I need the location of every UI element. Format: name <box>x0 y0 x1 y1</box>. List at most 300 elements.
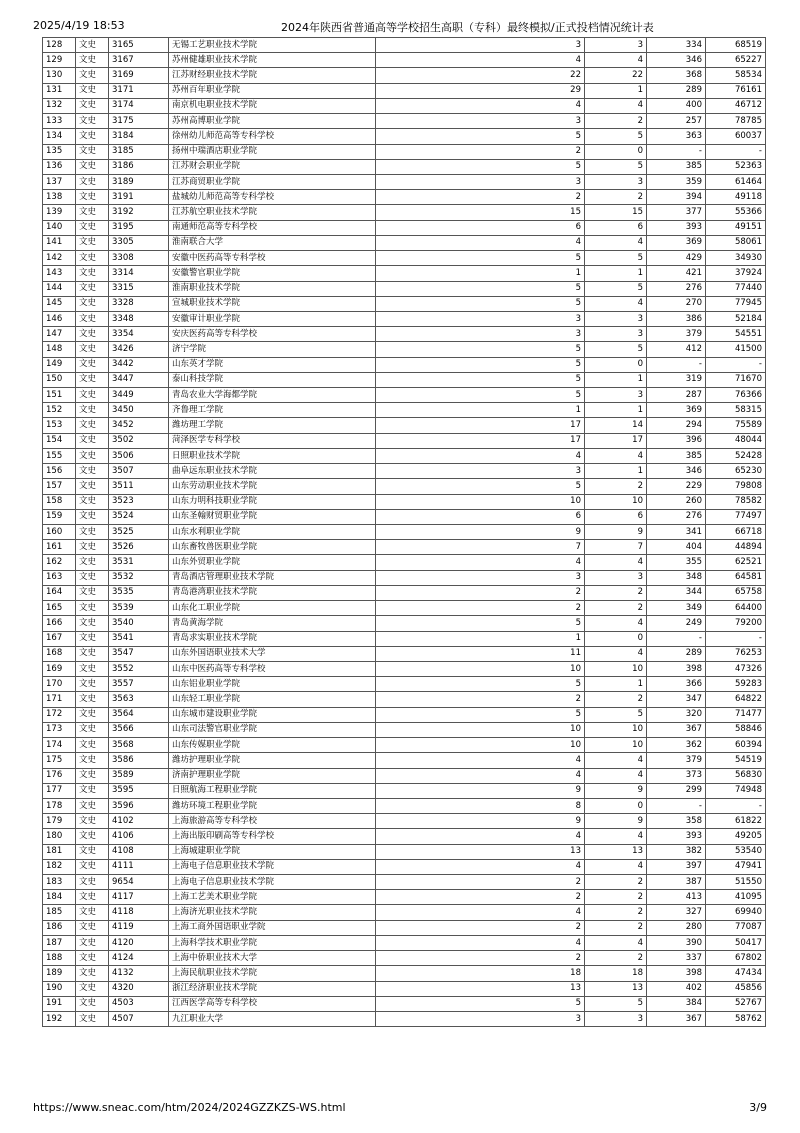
cell-min-score: 270 <box>647 296 706 311</box>
table-row <box>43 631 766 646</box>
cell-school-code: 3175 <box>109 114 169 129</box>
cell-plan: 5 <box>376 159 585 174</box>
cell-school-code: 3523 <box>109 494 169 509</box>
cell-school-name: 徐州幼儿师范高等专科学校 <box>169 129 376 144</box>
cell-school-name: 山东外国语职业技术大学 <box>169 646 376 661</box>
cell-category: 文史 <box>76 403 109 418</box>
cell-min-score: 319 <box>647 372 706 387</box>
cell-min-rank: 71477 <box>706 707 766 722</box>
cell-plan: 3 <box>376 1012 585 1027</box>
cell-index: 172 <box>43 707 76 722</box>
cell-school-code: 3426 <box>109 342 169 357</box>
cell-category: 文史 <box>76 738 109 753</box>
cell-min-rank: - <box>706 144 766 159</box>
cell-min-score: 402 <box>647 981 706 996</box>
table-row <box>43 570 766 585</box>
cell-school-name: 上海民航职业技术学院 <box>169 966 376 981</box>
cell-min-rank: 78785 <box>706 114 766 129</box>
cell-plan: 1 <box>376 631 585 646</box>
cell-plan: 4 <box>376 905 585 920</box>
table-row <box>43 38 766 53</box>
cell-school-code: 9654 <box>109 875 169 890</box>
cell-index: 167 <box>43 631 76 646</box>
cell-plan: 3 <box>376 114 585 129</box>
cell-school-code: 3525 <box>109 525 169 540</box>
cell-min-rank: 61822 <box>706 814 766 829</box>
cell-min-rank: 48044 <box>706 433 766 448</box>
cell-admitted: 5 <box>585 129 647 144</box>
cell-school-code: 4108 <box>109 844 169 859</box>
cell-school-name: 潍坊护理职业学院 <box>169 753 376 768</box>
cell-min-score: 396 <box>647 433 706 448</box>
table-row <box>43 601 766 616</box>
cell-school-name: 淮南职业技术学院 <box>169 281 376 296</box>
cell-index: 131 <box>43 83 76 98</box>
cell-category: 文史 <box>76 448 109 463</box>
cell-category: 文史 <box>76 327 109 342</box>
cell-admitted: 3 <box>585 311 647 326</box>
table-row <box>43 875 766 890</box>
cell-school-name: 扬州中瑞酒店职业学院 <box>169 144 376 159</box>
cell-index: 134 <box>43 129 76 144</box>
cell-admitted: 4 <box>585 859 647 874</box>
cell-admitted: 7 <box>585 540 647 555</box>
cell-index: 184 <box>43 890 76 905</box>
cell-plan: 11 <box>376 646 585 661</box>
cell-category: 文史 <box>76 540 109 555</box>
cell-min-score: 337 <box>647 951 706 966</box>
cell-category: 文史 <box>76 585 109 600</box>
cell-min-rank: 58061 <box>706 235 766 250</box>
cell-school-code: 3447 <box>109 372 169 387</box>
cell-admitted: 2 <box>585 114 647 129</box>
cell-min-rank: 79200 <box>706 616 766 631</box>
cell-school-code: 3532 <box>109 570 169 585</box>
table-row <box>43 53 766 68</box>
cell-admitted: 5 <box>585 342 647 357</box>
table-row <box>43 920 766 935</box>
cell-admitted: 1 <box>585 83 647 98</box>
cell-index: 138 <box>43 190 76 205</box>
cell-admitted: 2 <box>585 905 647 920</box>
cell-category: 文史 <box>76 722 109 737</box>
cell-index: 158 <box>43 494 76 509</box>
cell-school-code: 4503 <box>109 996 169 1011</box>
table-row <box>43 753 766 768</box>
cell-school-code: 3171 <box>109 83 169 98</box>
cell-index: 128 <box>43 38 76 53</box>
cell-plan: 2 <box>376 601 585 616</box>
cell-plan: 15 <box>376 205 585 220</box>
cell-plan: 9 <box>376 814 585 829</box>
table-row <box>43 738 766 753</box>
source-url: https://www.sneac.com/htm/2024/2024GZZKZS-WS.html <box>33 1101 346 1114</box>
cell-plan: 3 <box>376 311 585 326</box>
cell-min-rank: 64581 <box>706 570 766 585</box>
cell-school-code: 3531 <box>109 555 169 570</box>
cell-school-code: 3511 <box>109 479 169 494</box>
cell-plan: 5 <box>376 342 585 357</box>
table-row <box>43 388 766 403</box>
cell-min-score: 373 <box>647 768 706 783</box>
cell-index: 136 <box>43 159 76 174</box>
cell-index: 164 <box>43 585 76 600</box>
cell-school-name: 日照职业技术学院 <box>169 448 376 463</box>
cell-index: 181 <box>43 844 76 859</box>
cell-index: 182 <box>43 859 76 874</box>
cell-category: 文史 <box>76 83 109 98</box>
table-row <box>43 585 766 600</box>
cell-min-rank: 46712 <box>706 98 766 113</box>
cell-index: 179 <box>43 814 76 829</box>
cell-school-code: 4118 <box>109 905 169 920</box>
cell-school-code: 3315 <box>109 281 169 296</box>
cell-school-name: 山东外贸职业学院 <box>169 555 376 570</box>
print-datetime: 2025/4/19 18:53 <box>33 19 125 32</box>
cell-min-rank: - <box>706 357 766 372</box>
cell-school-code: 4320 <box>109 981 169 996</box>
cell-admitted: 4 <box>585 935 647 950</box>
cell-plan: 22 <box>376 68 585 83</box>
cell-school-name: 菏泽医学专科学校 <box>169 433 376 448</box>
cell-school-name: 盐城幼儿师范高等专科学校 <box>169 190 376 205</box>
cell-school-name: 九江职业大学 <box>169 1012 376 1027</box>
cell-index: 169 <box>43 661 76 676</box>
cell-admitted: 0 <box>585 631 647 646</box>
cell-school-name: 潍坊环境工程职业学院 <box>169 798 376 813</box>
cell-min-rank: 49151 <box>706 220 766 235</box>
cell-index: 171 <box>43 692 76 707</box>
cell-category: 文史 <box>76 53 109 68</box>
cell-category: 文史 <box>76 388 109 403</box>
cell-school-code: 3305 <box>109 235 169 250</box>
cell-school-name: 山东水利职业学院 <box>169 525 376 540</box>
cell-admitted: 5 <box>585 251 647 266</box>
cell-school-name: 苏州高博职业学院 <box>169 114 376 129</box>
cell-min-rank: 34930 <box>706 251 766 266</box>
table-row <box>43 174 766 189</box>
cell-admitted: 4 <box>585 53 647 68</box>
cell-school-code: 3186 <box>109 159 169 174</box>
cell-min-score: 400 <box>647 98 706 113</box>
cell-school-name: 宣城职业技术学院 <box>169 296 376 311</box>
cell-school-name: 安徽审计职业学院 <box>169 311 376 326</box>
cell-school-code: 4106 <box>109 829 169 844</box>
table-row <box>43 83 766 98</box>
table-row <box>43 433 766 448</box>
cell-admitted: 4 <box>585 555 647 570</box>
cell-min-score: 280 <box>647 920 706 935</box>
cell-index: 160 <box>43 525 76 540</box>
cell-category: 文史 <box>76 418 109 433</box>
cell-index: 174 <box>43 738 76 753</box>
cell-school-name: 曲阜远东职业技术学院 <box>169 464 376 479</box>
cell-min-score: 366 <box>647 677 706 692</box>
cell-category: 文史 <box>76 174 109 189</box>
cell-min-score: 390 <box>647 935 706 950</box>
cell-plan: 5 <box>376 616 585 631</box>
cell-plan: 5 <box>376 296 585 311</box>
table-row <box>43 281 766 296</box>
table-row <box>43 814 766 829</box>
table-row <box>43 418 766 433</box>
cell-category: 文史 <box>76 296 109 311</box>
cell-category: 文史 <box>76 464 109 479</box>
table-row <box>43 981 766 996</box>
table-row <box>43 494 766 509</box>
cell-admitted: 5 <box>585 281 647 296</box>
cell-school-code: 3540 <box>109 616 169 631</box>
cell-admitted: 10 <box>585 722 647 737</box>
cell-plan: 2 <box>376 875 585 890</box>
cell-min-score: 299 <box>647 783 706 798</box>
cell-category: 文史 <box>76 707 109 722</box>
cell-school-code: 3185 <box>109 144 169 159</box>
cell-school-code: 3507 <box>109 464 169 479</box>
cell-min-rank: 56830 <box>706 768 766 783</box>
cell-school-code: 4132 <box>109 966 169 981</box>
cell-plan: 3 <box>376 38 585 53</box>
cell-index: 178 <box>43 798 76 813</box>
cell-category: 文史 <box>76 935 109 950</box>
cell-plan: 4 <box>376 235 585 250</box>
cell-plan: 6 <box>376 509 585 524</box>
cell-index: 148 <box>43 342 76 357</box>
cell-plan: 10 <box>376 661 585 676</box>
cell-min-rank: - <box>706 798 766 813</box>
cell-category: 文史 <box>76 1012 109 1027</box>
cell-min-rank: 77087 <box>706 920 766 935</box>
cell-admitted: 0 <box>585 798 647 813</box>
cell-school-code: 3535 <box>109 585 169 600</box>
cell-index: 188 <box>43 951 76 966</box>
cell-plan: 2 <box>376 692 585 707</box>
cell-index: 180 <box>43 829 76 844</box>
table-row <box>43 509 766 524</box>
table-row <box>43 935 766 950</box>
cell-school-code: 3568 <box>109 738 169 753</box>
cell-category: 文史 <box>76 996 109 1011</box>
cell-admitted: 4 <box>585 448 647 463</box>
cell-admitted: 2 <box>585 951 647 966</box>
cell-min-rank: 41095 <box>706 890 766 905</box>
table-row <box>43 996 766 1011</box>
cell-school-code: 3328 <box>109 296 169 311</box>
cell-category: 文史 <box>76 433 109 448</box>
cell-min-rank: 64822 <box>706 692 766 707</box>
cell-school-code: 4507 <box>109 1012 169 1027</box>
page-number: 3/9 <box>749 1101 767 1114</box>
table-row <box>43 327 766 342</box>
cell-min-rank: 59283 <box>706 677 766 692</box>
cell-index: 146 <box>43 311 76 326</box>
cell-min-rank: 65758 <box>706 585 766 600</box>
cell-min-score: - <box>647 631 706 646</box>
cell-min-rank: 54519 <box>706 753 766 768</box>
cell-min-score: 358 <box>647 814 706 829</box>
cell-min-score: 384 <box>647 996 706 1011</box>
cell-min-score: 346 <box>647 464 706 479</box>
cell-category: 文史 <box>76 783 109 798</box>
cell-plan: 3 <box>376 464 585 479</box>
cell-plan: 9 <box>376 783 585 798</box>
cell-min-rank: 58315 <box>706 403 766 418</box>
table-row <box>43 251 766 266</box>
cell-school-name: 山东英才学院 <box>169 357 376 372</box>
cell-admitted: 3 <box>585 174 647 189</box>
cell-min-score: 287 <box>647 388 706 403</box>
cell-min-score: 382 <box>647 844 706 859</box>
cell-min-rank: 77440 <box>706 281 766 296</box>
cell-school-code: 3596 <box>109 798 169 813</box>
cell-category: 文史 <box>76 646 109 661</box>
cell-min-score: 355 <box>647 555 706 570</box>
cell-plan: 13 <box>376 844 585 859</box>
cell-index: 166 <box>43 616 76 631</box>
cell-school-name: 江西医学高等专科学校 <box>169 996 376 1011</box>
cell-admitted: 4 <box>585 646 647 661</box>
table-row <box>43 296 766 311</box>
cell-min-rank: 49118 <box>706 190 766 205</box>
cell-min-score: 429 <box>647 251 706 266</box>
cell-school-code: 3539 <box>109 601 169 616</box>
table-row <box>43 205 766 220</box>
cell-school-name: 山东畜牧兽医职业学院 <box>169 540 376 555</box>
cell-admitted: 4 <box>585 829 647 844</box>
cell-category: 文史 <box>76 114 109 129</box>
cell-index: 183 <box>43 875 76 890</box>
table-row <box>43 768 766 783</box>
cell-category: 文史 <box>76 38 109 53</box>
table-row <box>43 372 766 387</box>
cell-min-score: 394 <box>647 190 706 205</box>
cell-school-name: 上海城建职业学院 <box>169 844 376 859</box>
cell-plan: 4 <box>376 859 585 874</box>
cell-school-name: 山东力明科技职业学院 <box>169 494 376 509</box>
cell-index: 186 <box>43 920 76 935</box>
cell-category: 文史 <box>76 661 109 676</box>
cell-index: 129 <box>43 53 76 68</box>
cell-school-code: 3589 <box>109 768 169 783</box>
cell-plan: 3 <box>376 327 585 342</box>
cell-min-score: 363 <box>647 129 706 144</box>
cell-min-score: 398 <box>647 661 706 676</box>
cell-admitted: 5 <box>585 159 647 174</box>
cell-min-score: 347 <box>647 692 706 707</box>
cell-category: 文史 <box>76 357 109 372</box>
cell-school-code: 3563 <box>109 692 169 707</box>
cell-category: 文史 <box>76 281 109 296</box>
table-row <box>43 951 766 966</box>
cell-school-code: 3564 <box>109 707 169 722</box>
cell-school-name: 上海旅游高等专科学校 <box>169 814 376 829</box>
cell-min-score: 327 <box>647 905 706 920</box>
cell-plan: 5 <box>376 677 585 692</box>
cell-admitted: 2 <box>585 585 647 600</box>
cell-min-score: 359 <box>647 174 706 189</box>
cell-category: 文史 <box>76 235 109 250</box>
cell-admitted: 13 <box>585 981 647 996</box>
cell-school-code: 3442 <box>109 357 169 372</box>
cell-min-score: 257 <box>647 114 706 129</box>
cell-index: 144 <box>43 281 76 296</box>
cell-plan: 1 <box>376 266 585 281</box>
cell-min-score: 294 <box>647 418 706 433</box>
table-row <box>43 479 766 494</box>
table-row <box>43 357 766 372</box>
cell-admitted: 1 <box>585 372 647 387</box>
cell-category: 文史 <box>76 98 109 113</box>
cell-index: 145 <box>43 296 76 311</box>
cell-category: 文史 <box>76 509 109 524</box>
cell-min-rank: 47941 <box>706 859 766 874</box>
cell-min-score: 276 <box>647 509 706 524</box>
cell-min-rank: 77945 <box>706 296 766 311</box>
cell-admitted: 4 <box>585 98 647 113</box>
cell-category: 文史 <box>76 844 109 859</box>
cell-min-score: 289 <box>647 83 706 98</box>
table-row <box>43 114 766 129</box>
cell-school-code: 4111 <box>109 859 169 874</box>
cell-school-code: 3547 <box>109 646 169 661</box>
cell-index: 189 <box>43 966 76 981</box>
cell-min-score: 393 <box>647 220 706 235</box>
cell-school-code: 3541 <box>109 631 169 646</box>
cell-category: 文史 <box>76 920 109 935</box>
cell-admitted: 10 <box>585 738 647 753</box>
cell-school-code: 3449 <box>109 388 169 403</box>
cell-school-code: 3165 <box>109 38 169 53</box>
cell-category: 文史 <box>76 677 109 692</box>
cell-category: 文史 <box>76 479 109 494</box>
cell-min-score: 397 <box>647 859 706 874</box>
cell-min-score: 421 <box>647 266 706 281</box>
table-row <box>43 692 766 707</box>
cell-admitted: 2 <box>585 190 647 205</box>
cell-min-score: 393 <box>647 829 706 844</box>
cell-school-code: 4119 <box>109 920 169 935</box>
cell-school-code: 3524 <box>109 509 169 524</box>
cell-category: 文史 <box>76 601 109 616</box>
cell-category: 文史 <box>76 768 109 783</box>
cell-min-score: 387 <box>647 875 706 890</box>
cell-school-name: 山东司法警官职业学院 <box>169 722 376 737</box>
cell-min-rank: 58846 <box>706 722 766 737</box>
cell-min-score: 413 <box>647 890 706 905</box>
cell-school-code: 3167 <box>109 53 169 68</box>
cell-school-code: 3566 <box>109 722 169 737</box>
cell-school-code: 4120 <box>109 935 169 950</box>
cell-school-code: 3552 <box>109 661 169 676</box>
cell-school-name: 淮南联合大学 <box>169 235 376 250</box>
cell-category: 文史 <box>76 220 109 235</box>
cell-category: 文史 <box>76 68 109 83</box>
cell-admitted: 4 <box>585 616 647 631</box>
cell-category: 文史 <box>76 966 109 981</box>
cell-plan: 4 <box>376 768 585 783</box>
cell-school-code: 4117 <box>109 890 169 905</box>
table-row <box>43 555 766 570</box>
cell-school-name: 上海中侨职业技术大学 <box>169 951 376 966</box>
cell-index: 155 <box>43 448 76 463</box>
cell-min-rank: 76161 <box>706 83 766 98</box>
cell-category: 文史 <box>76 494 109 509</box>
cell-min-score: 404 <box>647 540 706 555</box>
cell-admitted: 15 <box>585 205 647 220</box>
cell-min-score: 346 <box>647 53 706 68</box>
cell-category: 文史 <box>76 981 109 996</box>
cell-plan: 5 <box>376 251 585 266</box>
